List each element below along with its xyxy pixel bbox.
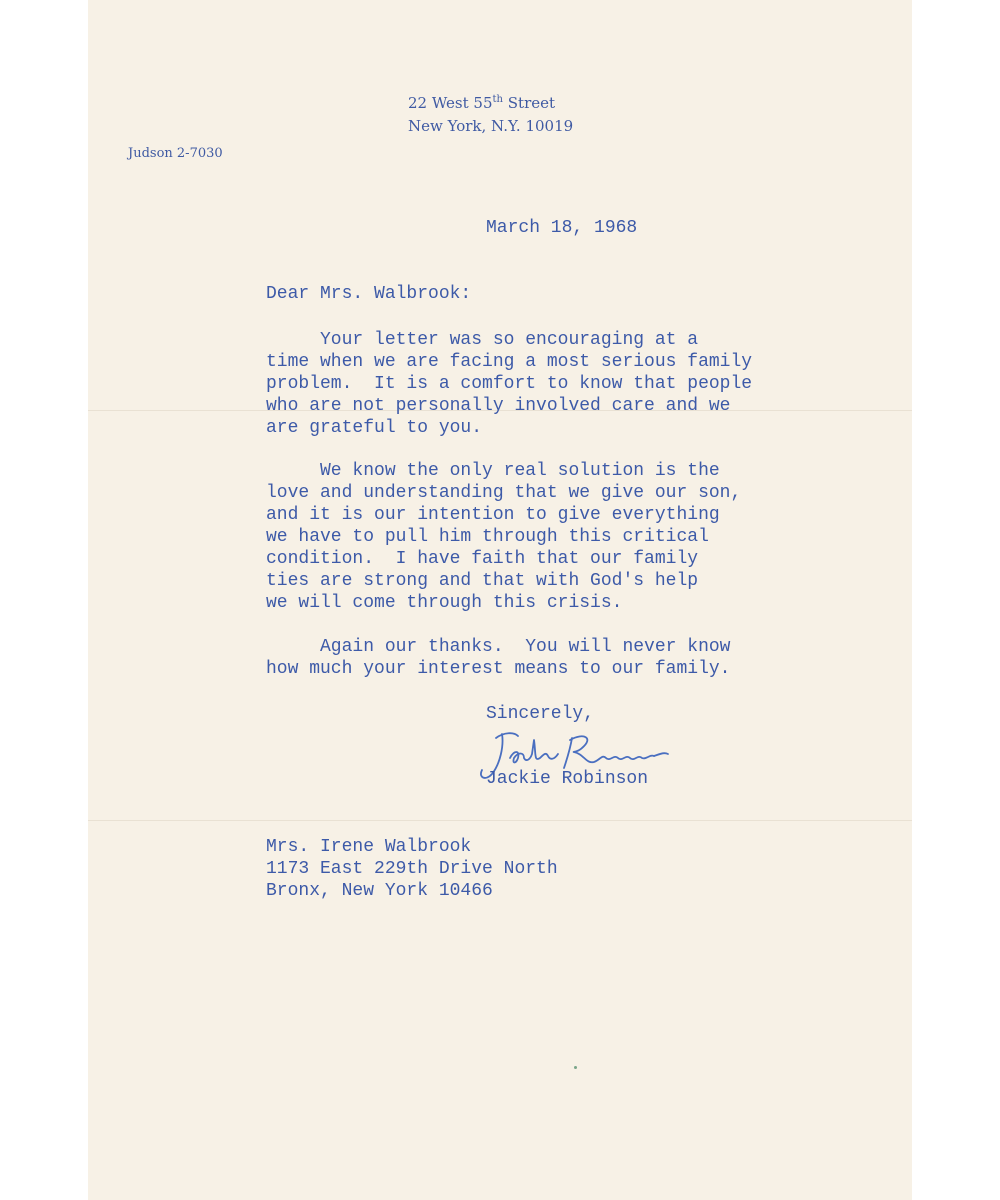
- street-number: 22 West 55: [408, 94, 493, 112]
- paragraph-line: time when we are facing a most serious family: [266, 352, 753, 372]
- street-name: Street: [507, 94, 556, 112]
- letter-closing: Sincerely,: [486, 704, 595, 724]
- letterhead-street: [408, 88, 608, 115]
- signer-name: Jackie Robinson: [486, 769, 649, 789]
- paragraph-line: we will come through this crisis.: [266, 593, 623, 613]
- paragraph-line: Your letter was so encouraging at a: [266, 330, 699, 350]
- letterhead-phone: Judson 2-7030: [128, 146, 223, 161]
- letterhead-city: New York, N.Y. 10019: [408, 117, 574, 135]
- paper-fold-line: [88, 820, 912, 821]
- paragraph-line: love and understanding that we give our son,: [266, 483, 742, 503]
- paragraph-line: and it is our intention to give everything: [266, 505, 720, 525]
- letter-paragraph-3: [266, 636, 826, 680]
- paragraph-line: are grateful to you.: [266, 418, 483, 438]
- paper-speck: [574, 1066, 577, 1069]
- paragraph-line: Again our thanks. You will never know: [266, 637, 731, 657]
- letter-salutation: Dear Mrs. Walbrook:: [266, 284, 472, 304]
- recipient-address: [266, 836, 558, 902]
- paragraph-line: we have to pull him through this critical: [266, 527, 709, 547]
- letter-date: March 18, 1968: [486, 218, 638, 238]
- paragraph-line: who are not personally involved care and we: [266, 396, 731, 416]
- letter-paragraph-1: [266, 329, 826, 439]
- letter-page: [88, 0, 912, 1200]
- letter-paragraph-2: [266, 460, 826, 614]
- recipient-name: Mrs. Irene Walbrook: [266, 837, 472, 857]
- recipient-street: 1173 East 229th Drive North: [266, 859, 558, 879]
- letterhead-address: [408, 88, 608, 138]
- recipient-city: Bronx, New York 10466: [266, 881, 493, 901]
- paragraph-line: We know the only real solution is the: [266, 461, 720, 481]
- paragraph-line: how much your interest means to our family.: [266, 659, 731, 679]
- paragraph-line: problem. It is a comfort to know that people: [266, 374, 753, 394]
- paragraph-line: ties are strong and that with God's help: [266, 571, 699, 591]
- street-ordinal-suffix: th: [492, 94, 503, 105]
- paragraph-line: condition. I have faith that our family: [266, 549, 699, 569]
